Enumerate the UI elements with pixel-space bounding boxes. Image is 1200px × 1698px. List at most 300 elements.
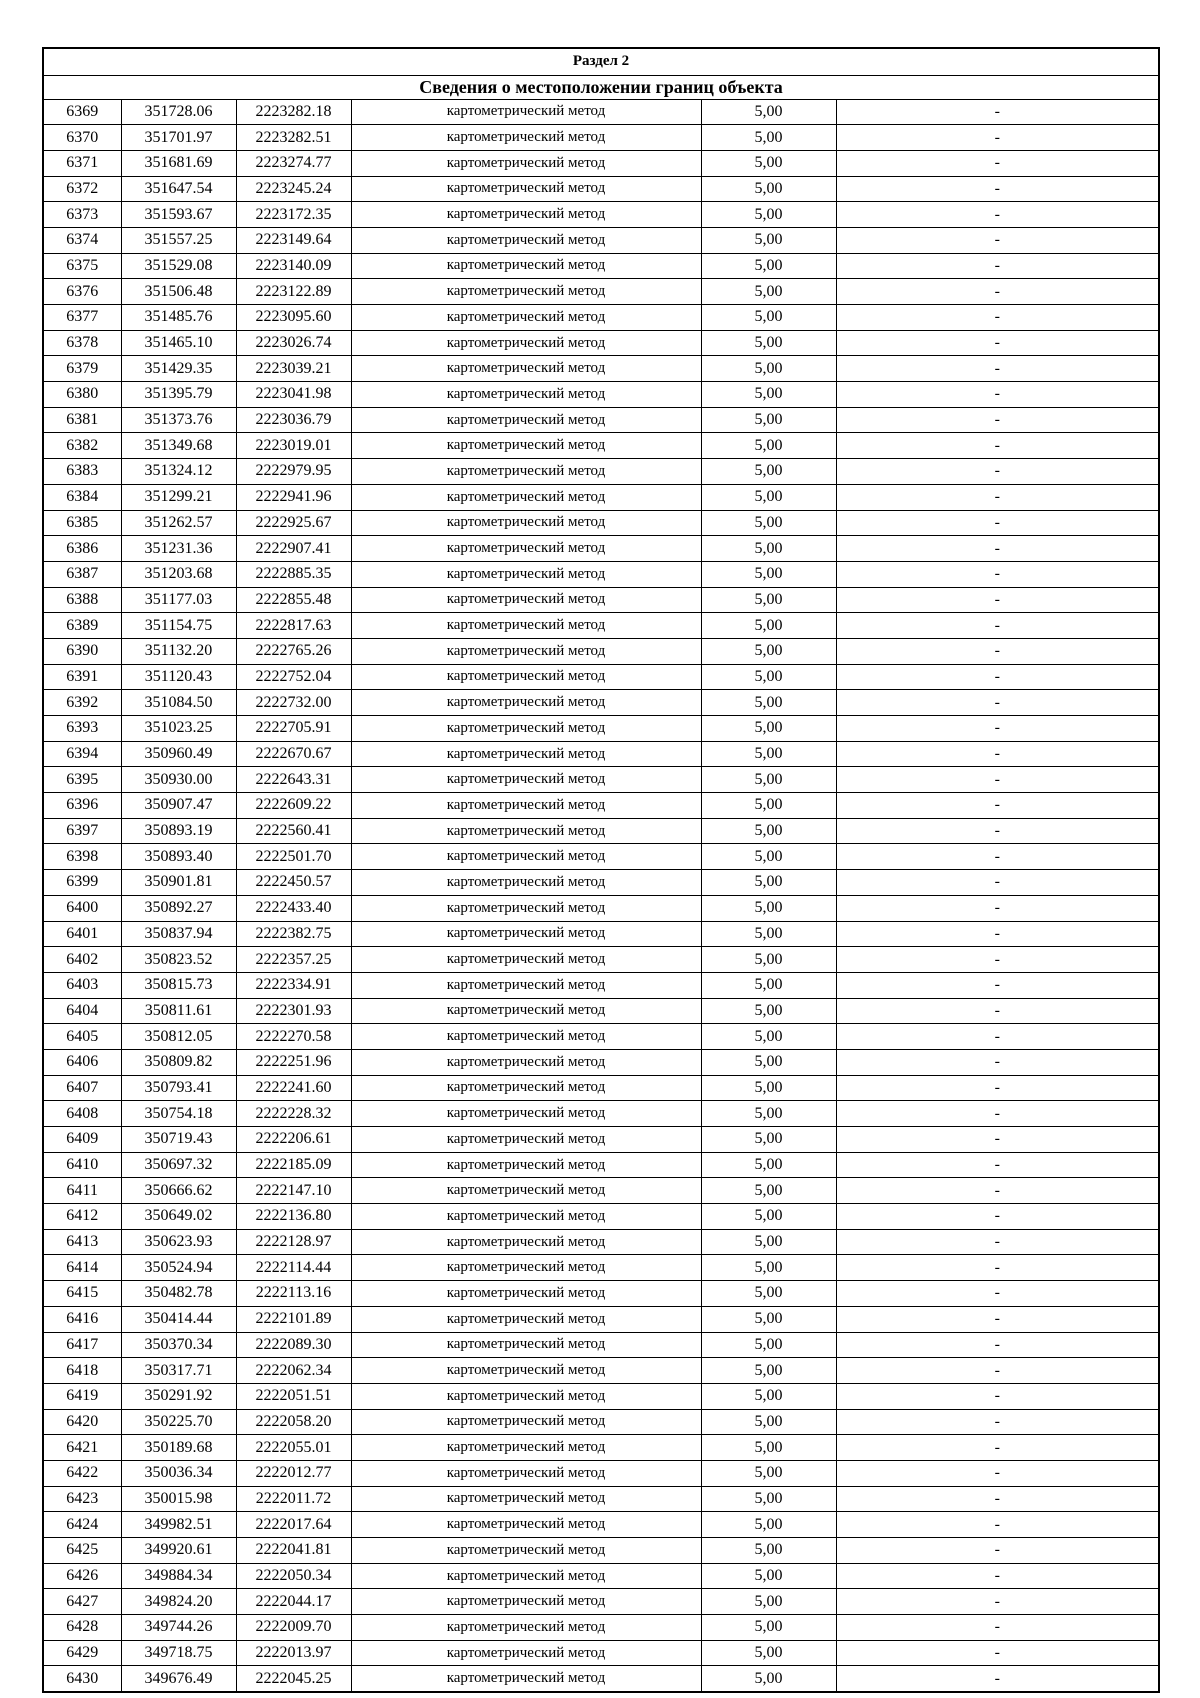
x-coordinate-cell: 351262.57 xyxy=(121,510,236,536)
point-number-cell: 6372 xyxy=(43,176,121,202)
table-row xyxy=(43,1409,1159,1435)
point-number-cell: 6408 xyxy=(43,1101,121,1127)
precision-cell: 5,00 xyxy=(701,947,836,973)
point-number-cell: 6392 xyxy=(43,690,121,716)
y-coordinate-cell: 2222041.81 xyxy=(236,1538,351,1564)
point-number-cell: 6409 xyxy=(43,1127,121,1153)
method-cell: картометрический метод xyxy=(351,741,701,767)
precision-cell: 5,00 xyxy=(701,125,836,151)
precision-cell: 5,00 xyxy=(701,561,836,587)
note-cell: - xyxy=(836,561,1159,587)
x-coordinate-cell: 349824.20 xyxy=(121,1589,236,1615)
method-cell: картометрический метод xyxy=(351,818,701,844)
precision-cell: 5,00 xyxy=(701,664,836,690)
note-cell: - xyxy=(836,1178,1159,1204)
table-row xyxy=(43,844,1159,870)
section-row xyxy=(43,48,1159,75)
note-cell: - xyxy=(836,921,1159,947)
x-coordinate-cell: 351681.69 xyxy=(121,150,236,176)
x-coordinate-cell: 351177.03 xyxy=(121,587,236,613)
table-header xyxy=(43,48,1159,99)
precision-cell: 5,00 xyxy=(701,510,836,536)
method-cell: картометрический метод xyxy=(351,1409,701,1435)
precision-cell: 5,00 xyxy=(701,793,836,819)
table-row xyxy=(43,1332,1159,1358)
table-row xyxy=(43,1229,1159,1255)
table-row xyxy=(43,150,1159,176)
y-coordinate-cell: 2222433.40 xyxy=(236,895,351,921)
table-row xyxy=(43,793,1159,819)
method-cell: картометрический метод xyxy=(351,844,701,870)
y-coordinate-cell: 2222062.34 xyxy=(236,1358,351,1384)
precision-cell: 5,00 xyxy=(701,1101,836,1127)
method-cell: картометрический метод xyxy=(351,1049,701,1075)
method-cell: картометрический метод xyxy=(351,947,701,973)
y-coordinate-cell: 2222270.58 xyxy=(236,1024,351,1050)
precision-cell: 5,00 xyxy=(701,433,836,459)
precision-cell: 5,00 xyxy=(701,638,836,664)
method-cell: картометрический метод xyxy=(351,870,701,896)
method-cell: картометрический метод xyxy=(351,1306,701,1332)
x-coordinate-cell: 351373.76 xyxy=(121,407,236,433)
point-number-cell: 6381 xyxy=(43,407,121,433)
precision-cell: 5,00 xyxy=(701,1538,836,1564)
note-cell: - xyxy=(836,382,1159,408)
table-row xyxy=(43,1127,1159,1153)
x-coordinate-cell: 350189.68 xyxy=(121,1435,236,1461)
precision-cell: 5,00 xyxy=(701,1589,836,1615)
method-cell: картометрический метод xyxy=(351,99,701,125)
table-row xyxy=(43,459,1159,485)
method-cell: картометрический метод xyxy=(351,305,701,331)
point-number-cell: 6428 xyxy=(43,1615,121,1641)
note-cell: - xyxy=(836,664,1159,690)
table-row xyxy=(43,1460,1159,1486)
note-cell: - xyxy=(836,1538,1159,1564)
y-coordinate-cell: 2222058.20 xyxy=(236,1409,351,1435)
point-number-cell: 6411 xyxy=(43,1178,121,1204)
precision-cell: 5,00 xyxy=(701,1229,836,1255)
table-row xyxy=(43,1512,1159,1538)
point-number-cell: 6402 xyxy=(43,947,121,973)
precision-cell: 5,00 xyxy=(701,227,836,253)
note-cell: - xyxy=(836,741,1159,767)
x-coordinate-cell: 350291.92 xyxy=(121,1383,236,1409)
point-number-cell: 6421 xyxy=(43,1435,121,1461)
x-coordinate-cell: 350930.00 xyxy=(121,767,236,793)
x-coordinate-cell: 350623.93 xyxy=(121,1229,236,1255)
x-coordinate-cell: 351485.76 xyxy=(121,305,236,331)
table-row xyxy=(43,433,1159,459)
point-number-cell: 6429 xyxy=(43,1640,121,1666)
x-coordinate-cell: 350317.71 xyxy=(121,1358,236,1384)
x-coordinate-cell: 350812.05 xyxy=(121,1024,236,1050)
x-coordinate-cell: 349718.75 xyxy=(121,1640,236,1666)
x-coordinate-cell: 350907.47 xyxy=(121,793,236,819)
table-row xyxy=(43,1640,1159,1666)
table-row xyxy=(43,716,1159,742)
table-row xyxy=(43,1486,1159,1512)
method-cell: картометрический метод xyxy=(351,1512,701,1538)
precision-cell: 5,00 xyxy=(701,1024,836,1050)
precision-cell: 5,00 xyxy=(701,1435,836,1461)
y-coordinate-cell: 2222450.57 xyxy=(236,870,351,896)
x-coordinate-cell: 351299.21 xyxy=(121,484,236,510)
y-coordinate-cell: 2222670.67 xyxy=(236,741,351,767)
x-coordinate-cell: 351324.12 xyxy=(121,459,236,485)
precision-cell: 5,00 xyxy=(701,1127,836,1153)
note-cell: - xyxy=(836,330,1159,356)
note-cell: - xyxy=(836,1024,1159,1050)
point-number-cell: 6430 xyxy=(43,1666,121,1692)
method-cell: картометрический метод xyxy=(351,125,701,151)
method-cell: картометрический метод xyxy=(351,1127,701,1153)
table-row xyxy=(43,638,1159,664)
method-cell: картометрический метод xyxy=(351,767,701,793)
point-number-cell: 6375 xyxy=(43,253,121,279)
point-number-cell: 6370 xyxy=(43,125,121,151)
precision-cell: 5,00 xyxy=(701,1152,836,1178)
y-coordinate-cell: 2223026.74 xyxy=(236,330,351,356)
x-coordinate-cell: 349676.49 xyxy=(121,1666,236,1692)
note-cell: - xyxy=(836,1460,1159,1486)
x-coordinate-cell: 351120.43 xyxy=(121,664,236,690)
y-coordinate-cell: 2222560.41 xyxy=(236,818,351,844)
x-coordinate-cell: 351465.10 xyxy=(121,330,236,356)
y-coordinate-cell: 2222241.60 xyxy=(236,1075,351,1101)
note-cell: - xyxy=(836,638,1159,664)
point-number-cell: 6394 xyxy=(43,741,121,767)
point-number-cell: 6399 xyxy=(43,870,121,896)
y-coordinate-cell: 2222765.26 xyxy=(236,638,351,664)
precision-cell: 5,00 xyxy=(701,1563,836,1589)
method-cell: картометрический метод xyxy=(351,561,701,587)
method-cell: картометрический метод xyxy=(351,1435,701,1461)
y-coordinate-cell: 2222609.22 xyxy=(236,793,351,819)
method-cell: картометрический метод xyxy=(351,1460,701,1486)
table-row xyxy=(43,356,1159,382)
y-coordinate-cell: 2222206.61 xyxy=(236,1127,351,1153)
note-cell: - xyxy=(836,1229,1159,1255)
x-coordinate-cell: 350697.32 xyxy=(121,1152,236,1178)
table-row xyxy=(43,227,1159,253)
x-coordinate-cell: 351023.25 xyxy=(121,716,236,742)
point-number-cell: 6386 xyxy=(43,536,121,562)
x-coordinate-cell: 350809.82 xyxy=(121,1049,236,1075)
x-coordinate-cell: 351154.75 xyxy=(121,613,236,639)
precision-cell: 5,00 xyxy=(701,741,836,767)
table-row xyxy=(43,1101,1159,1127)
precision-cell: 5,00 xyxy=(701,1204,836,1230)
precision-cell: 5,00 xyxy=(701,870,836,896)
y-coordinate-cell: 2222044.17 xyxy=(236,1589,351,1615)
method-cell: картометрический метод xyxy=(351,1589,701,1615)
precision-cell: 5,00 xyxy=(701,895,836,921)
point-number-cell: 6385 xyxy=(43,510,121,536)
table-row xyxy=(43,1075,1159,1101)
y-coordinate-cell: 2223039.21 xyxy=(236,356,351,382)
method-cell: картометрический метод xyxy=(351,150,701,176)
y-coordinate-cell: 2222732.00 xyxy=(236,690,351,716)
x-coordinate-cell: 349884.34 xyxy=(121,1563,236,1589)
x-coordinate-cell: 350823.52 xyxy=(121,947,236,973)
method-cell: картометрический метод xyxy=(351,433,701,459)
method-cell: картометрический метод xyxy=(351,895,701,921)
y-coordinate-cell: 2222334.91 xyxy=(236,972,351,998)
y-coordinate-cell: 2222114.44 xyxy=(236,1255,351,1281)
point-number-cell: 6397 xyxy=(43,818,121,844)
y-coordinate-cell: 2222228.32 xyxy=(236,1101,351,1127)
y-coordinate-cell: 2222012.77 xyxy=(236,1460,351,1486)
method-cell: картометрический метод xyxy=(351,613,701,639)
x-coordinate-cell: 350893.19 xyxy=(121,818,236,844)
method-cell: картометрический метод xyxy=(351,484,701,510)
point-number-cell: 6387 xyxy=(43,561,121,587)
method-cell: картометрический метод xyxy=(351,1486,701,1512)
table-row xyxy=(43,305,1159,331)
table-row xyxy=(43,407,1159,433)
note-cell: - xyxy=(836,1306,1159,1332)
precision-cell: 5,00 xyxy=(701,1075,836,1101)
x-coordinate-cell: 350524.94 xyxy=(121,1255,236,1281)
method-cell: картометрический метод xyxy=(351,536,701,562)
note-cell: - xyxy=(836,227,1159,253)
point-number-cell: 6389 xyxy=(43,613,121,639)
point-number-cell: 6425 xyxy=(43,1538,121,1564)
point-number-cell: 6369 xyxy=(43,99,121,125)
x-coordinate-cell: 351203.68 xyxy=(121,561,236,587)
note-cell: - xyxy=(836,176,1159,202)
table-row xyxy=(43,741,1159,767)
y-coordinate-cell: 2222055.01 xyxy=(236,1435,351,1461)
y-coordinate-cell: 2223095.60 xyxy=(236,305,351,331)
precision-cell: 5,00 xyxy=(701,279,836,305)
note-cell: - xyxy=(836,793,1159,819)
note-cell: - xyxy=(836,1281,1159,1307)
method-cell: картометрический метод xyxy=(351,587,701,613)
point-number-cell: 6395 xyxy=(43,767,121,793)
table-row xyxy=(43,690,1159,716)
note-cell: - xyxy=(836,484,1159,510)
note-cell: - xyxy=(836,587,1159,613)
precision-cell: 5,00 xyxy=(701,1358,836,1384)
note-cell: - xyxy=(836,690,1159,716)
table-row xyxy=(43,587,1159,613)
precision-cell: 5,00 xyxy=(701,818,836,844)
note-cell: - xyxy=(836,99,1159,125)
y-coordinate-cell: 2222817.63 xyxy=(236,613,351,639)
note-cell: - xyxy=(836,947,1159,973)
table-row xyxy=(43,1024,1159,1050)
x-coordinate-cell: 350892.27 xyxy=(121,895,236,921)
table-row xyxy=(43,1049,1159,1075)
note-cell: - xyxy=(836,305,1159,331)
table-row xyxy=(43,895,1159,921)
method-cell: картометрический метод xyxy=(351,330,701,356)
point-number-cell: 6374 xyxy=(43,227,121,253)
table-row xyxy=(43,870,1159,896)
method-cell: картометрический метод xyxy=(351,279,701,305)
method-cell: картометрический метод xyxy=(351,1615,701,1641)
precision-cell: 5,00 xyxy=(701,1049,836,1075)
table-row xyxy=(43,536,1159,562)
point-number-cell: 6391 xyxy=(43,664,121,690)
note-cell: - xyxy=(836,767,1159,793)
note-cell: - xyxy=(836,536,1159,562)
point-number-cell: 6426 xyxy=(43,1563,121,1589)
method-cell: картометрический метод xyxy=(351,176,701,202)
table-row xyxy=(43,1563,1159,1589)
point-number-cell: 6400 xyxy=(43,895,121,921)
method-cell: картометрический метод xyxy=(351,716,701,742)
table-row xyxy=(43,818,1159,844)
point-number-cell: 6427 xyxy=(43,1589,121,1615)
note-cell: - xyxy=(836,510,1159,536)
x-coordinate-cell: 350837.94 xyxy=(121,921,236,947)
x-coordinate-cell: 350666.62 xyxy=(121,1178,236,1204)
method-cell: картометрический метод xyxy=(351,253,701,279)
precision-cell: 5,00 xyxy=(701,1255,836,1281)
note-cell: - xyxy=(836,1127,1159,1153)
note-cell: - xyxy=(836,1101,1159,1127)
x-coordinate-cell: 350811.61 xyxy=(121,998,236,1024)
point-number-cell: 6382 xyxy=(43,433,121,459)
point-number-cell: 6379 xyxy=(43,356,121,382)
y-coordinate-cell: 2222907.41 xyxy=(236,536,351,562)
method-cell: картометрический метод xyxy=(351,1101,701,1127)
y-coordinate-cell: 2223282.51 xyxy=(236,125,351,151)
precision-cell: 5,00 xyxy=(701,202,836,228)
precision-cell: 5,00 xyxy=(701,1666,836,1692)
method-cell: картометрический метод xyxy=(351,459,701,485)
y-coordinate-cell: 2222101.89 xyxy=(236,1306,351,1332)
table-row xyxy=(43,253,1159,279)
point-number-cell: 6410 xyxy=(43,1152,121,1178)
table-row xyxy=(43,613,1159,639)
point-number-cell: 6383 xyxy=(43,459,121,485)
table-row xyxy=(43,998,1159,1024)
precision-cell: 5,00 xyxy=(701,1281,836,1307)
table-row xyxy=(43,202,1159,228)
note-cell: - xyxy=(836,1152,1159,1178)
method-cell: картометрический метод xyxy=(351,638,701,664)
table-row xyxy=(43,330,1159,356)
note-cell: - xyxy=(836,1383,1159,1409)
y-coordinate-cell: 2223019.01 xyxy=(236,433,351,459)
note-cell: - xyxy=(836,1589,1159,1615)
table-row xyxy=(43,767,1159,793)
note-cell: - xyxy=(836,1512,1159,1538)
point-number-cell: 6398 xyxy=(43,844,121,870)
point-number-cell: 6380 xyxy=(43,382,121,408)
y-coordinate-cell: 2222089.30 xyxy=(236,1332,351,1358)
x-coordinate-cell: 351506.48 xyxy=(121,279,236,305)
point-number-cell: 6384 xyxy=(43,484,121,510)
point-number-cell: 6396 xyxy=(43,793,121,819)
table-row xyxy=(43,1358,1159,1384)
table-row xyxy=(43,1615,1159,1641)
method-cell: картометрический метод xyxy=(351,998,701,1024)
point-number-cell: 6416 xyxy=(43,1306,121,1332)
y-coordinate-cell: 2222885.35 xyxy=(236,561,351,587)
table-row xyxy=(43,99,1159,125)
note-cell: - xyxy=(836,998,1159,1024)
point-number-cell: 6414 xyxy=(43,1255,121,1281)
point-number-cell: 6377 xyxy=(43,305,121,331)
x-coordinate-cell: 351557.25 xyxy=(121,227,236,253)
point-number-cell: 6373 xyxy=(43,202,121,228)
boundary-table xyxy=(42,47,1160,1693)
method-cell: картометрический метод xyxy=(351,407,701,433)
note-cell: - xyxy=(836,716,1159,742)
table-row xyxy=(43,921,1159,947)
y-coordinate-cell: 2223149.64 xyxy=(236,227,351,253)
y-coordinate-cell: 2222009.70 xyxy=(236,1615,351,1641)
method-cell: картометрический метод xyxy=(351,1666,701,1692)
note-cell: - xyxy=(836,1332,1159,1358)
point-number-cell: 6407 xyxy=(43,1075,121,1101)
x-coordinate-cell: 350960.49 xyxy=(121,741,236,767)
precision-cell: 5,00 xyxy=(701,972,836,998)
precision-cell: 5,00 xyxy=(701,1615,836,1641)
x-coordinate-cell: 351701.97 xyxy=(121,125,236,151)
method-cell: картометрический метод xyxy=(351,1152,701,1178)
precision-cell: 5,00 xyxy=(701,716,836,742)
x-coordinate-cell: 350036.34 xyxy=(121,1460,236,1486)
x-coordinate-cell: 350893.40 xyxy=(121,844,236,870)
method-cell: картометрический метод xyxy=(351,202,701,228)
note-cell: - xyxy=(836,844,1159,870)
precision-cell: 5,00 xyxy=(701,253,836,279)
table-row xyxy=(43,664,1159,690)
y-coordinate-cell: 2222011.72 xyxy=(236,1486,351,1512)
note-cell: - xyxy=(836,972,1159,998)
precision-cell: 5,00 xyxy=(701,1332,836,1358)
note-cell: - xyxy=(836,356,1159,382)
note-cell: - xyxy=(836,407,1159,433)
note-cell: - xyxy=(836,253,1159,279)
point-number-cell: 6412 xyxy=(43,1204,121,1230)
table-row xyxy=(43,1666,1159,1692)
x-coordinate-cell: 350815.73 xyxy=(121,972,236,998)
method-cell: картометрический метод xyxy=(351,1332,701,1358)
precision-cell: 5,00 xyxy=(701,767,836,793)
y-coordinate-cell: 2222382.75 xyxy=(236,921,351,947)
precision-cell: 5,00 xyxy=(701,459,836,485)
y-coordinate-cell: 2222147.10 xyxy=(236,1178,351,1204)
x-coordinate-cell: 351647.54 xyxy=(121,176,236,202)
precision-cell: 5,00 xyxy=(701,1640,836,1666)
note-cell: - xyxy=(836,279,1159,305)
precision-cell: 5,00 xyxy=(701,305,836,331)
method-cell: картометрический метод xyxy=(351,1538,701,1564)
x-coordinate-cell: 350482.78 xyxy=(121,1281,236,1307)
precision-cell: 5,00 xyxy=(701,356,836,382)
y-coordinate-cell: 2222017.64 xyxy=(236,1512,351,1538)
x-coordinate-cell: 351429.35 xyxy=(121,356,236,382)
precision-cell: 5,00 xyxy=(701,99,836,125)
document-title: Сведения о местоположении границ объекта xyxy=(43,75,1159,99)
y-coordinate-cell: 2222643.31 xyxy=(236,767,351,793)
table-row xyxy=(43,1383,1159,1409)
y-coordinate-cell: 2222301.93 xyxy=(236,998,351,1024)
x-coordinate-cell: 350719.43 xyxy=(121,1127,236,1153)
x-coordinate-cell: 350793.41 xyxy=(121,1075,236,1101)
table-row xyxy=(43,510,1159,536)
x-coordinate-cell: 351395.79 xyxy=(121,382,236,408)
precision-cell: 5,00 xyxy=(701,150,836,176)
x-coordinate-cell: 350015.98 xyxy=(121,1486,236,1512)
